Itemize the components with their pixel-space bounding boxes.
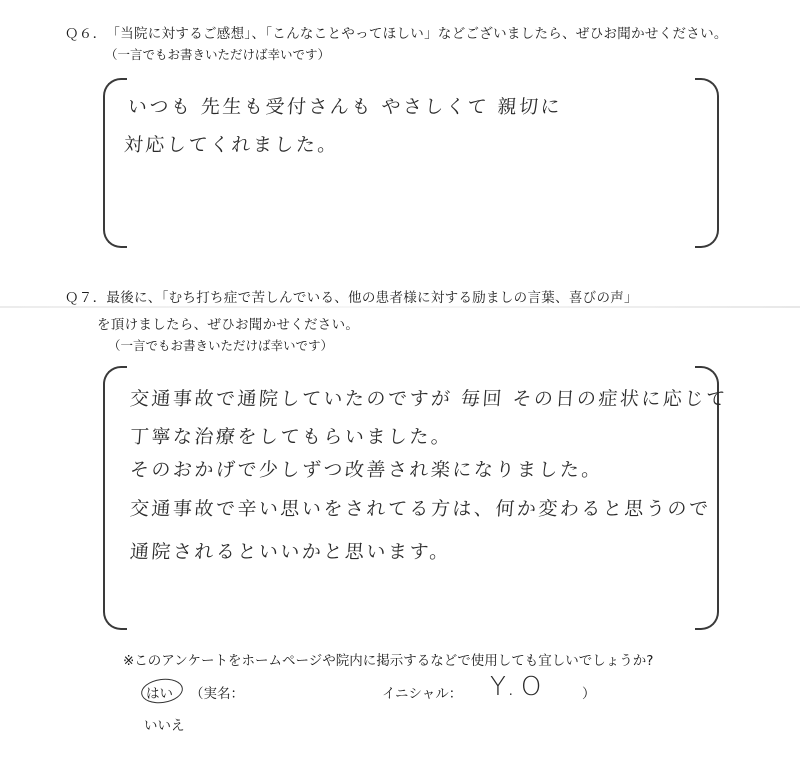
q7-answer-line-3: そのおかげで少しずつ改善され楽になりました。 (129, 459, 604, 481)
real-name-label: （実名： (190, 686, 244, 702)
q7-answer-line-2: 丁寧な治療をしてもらいました。 (129, 426, 454, 448)
q6-answer-line-2: 対応してくれました。 (123, 134, 340, 156)
q7-question-line1: 最後に、「むち打ち症で苦しんでいる、他の患者様に対する励ましの言葉、喜びの声」 (106, 290, 638, 306)
q7-answer-line-4: 交通事故で辛い思いをされてる方は、何か変わると思うので (129, 498, 712, 520)
q7-answer-line-5: 通院されるといいかと思います。 (129, 541, 452, 563)
q6-note: （一言でもお書きいただけば幸いです） (105, 47, 331, 62)
consent-yes-option: はい (146, 686, 173, 702)
q6-label: Ｑ６． (65, 26, 107, 42)
q7-question (65, 286, 638, 306)
q7-question-line2: を頂けましたら、ぜひお聞かせください。 (97, 317, 360, 333)
consent-question: ※このアンケートをホームページや院内に掲示するなどで使用しても宜しいでしょうか? (123, 653, 654, 669)
q6-question (65, 22, 728, 42)
q6-question-text: 「当院に対するご感想」、「こんなことやってほしい」などございましたら、ぜひお聞かせください。 (106, 26, 728, 42)
initial-value: Y.O (490, 672, 548, 702)
consent-no-option: いいえ (144, 718, 185, 734)
q6-answer-bracket-right (695, 78, 719, 248)
q7-label: Ｑ７． (65, 290, 107, 306)
q6-answer-line-1: いつも 先生も受付さんも やさしくて 親切に (127, 96, 563, 118)
initial-label: イニシャル： (382, 686, 463, 702)
q7-answer-bracket-left (103, 366, 127, 630)
scan-seam (0, 306, 800, 308)
close-paren: ） (582, 686, 596, 702)
q6-answer-bracket-left (103, 78, 127, 248)
q7-answer-line-1: 交通事故で通院していたのですが 毎回 その日の症状に応じて (129, 388, 729, 410)
q7-note: （一言でもお書きいただけば幸いです） (108, 338, 334, 353)
